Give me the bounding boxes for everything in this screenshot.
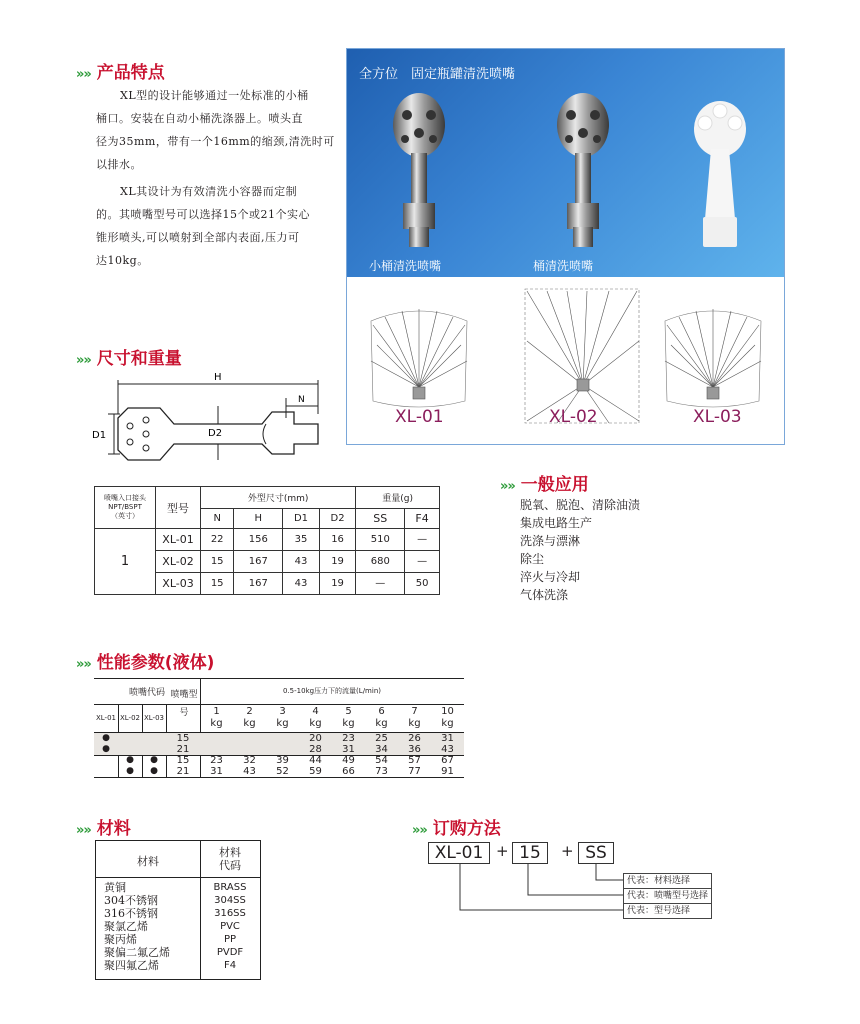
flow-cell: 57 [408,755,421,766]
model-label-xl01: XL-01 [395,407,444,427]
list-item: 洗涤与漂淋 [520,534,581,548]
flow-cell: 31 [342,744,355,755]
materials-header: 材料 [137,855,159,868]
pressure-col: 7 kg [408,706,421,729]
material-name: 聚氯乙烯 [104,920,148,933]
flow-cell: 23 [210,755,223,766]
dim-label-d1: D1 [92,430,107,441]
features-line: XL其设计为有效清洗小容器而定制 [120,185,298,198]
material-code: 316SS [214,908,246,919]
features-text [96,84,336,272]
table-row [94,733,464,744]
material-name: 304不锈钢 [104,894,158,907]
flow-cell: 34 [375,744,388,755]
material-name: 聚丙烯 [104,933,137,946]
size-header: 外型尺寸(mm) [201,487,356,509]
flow-cell: 52 [276,766,289,777]
order-type-box: 15 [512,842,548,864]
nozzle-type-cell: 15 [176,755,190,766]
list-item: 气体洗涤 [520,588,569,602]
features-line: 径为35mm，带有一个16mm的缩颈,清洗时可 [96,135,335,148]
code-col-xl01: XL-01 [95,714,116,722]
dot-icon: ● [150,755,158,765]
flow-cell: 43 [441,744,454,755]
table-row: XL-03 15 167 43 19 — 50 [95,573,440,595]
section-marker-icon: »» [500,479,515,494]
flow-cell: 28 [309,744,322,755]
material-code: F4 [223,960,237,971]
features-title: »» 产品特点 [76,63,165,83]
nozzle-photos [347,49,784,277]
features-line: 以排水。 [96,158,142,171]
material-name: 316不锈钢 [104,907,158,920]
flow-cell: 43 [243,766,256,777]
weight-header: 重量(g) [356,487,440,509]
flow-cell: 31 [441,733,454,744]
dim-label-h: H [214,372,222,383]
flow-cell: 49 [342,755,355,766]
section-marker-icon: »» [412,823,427,838]
order-model-box: XL-01 [428,842,490,864]
nozzle-type-cell: 15 [176,733,190,744]
inlet-value: 1 [95,529,156,595]
plastic-nozzle-photo [694,101,746,247]
material-name: 聚偏二氟乙烯 [104,946,170,959]
flow-cell: 26 [408,733,421,744]
dot-icon: ● [150,766,158,776]
spray-pattern-xl02 [525,289,639,423]
dim-label-n: N [298,395,305,405]
material-name: 黄铜 [104,881,126,894]
section-marker-icon: »» [76,353,91,368]
caption-bucket: 桶清洗喷嘴 [533,259,594,273]
features-line: 锥形喷头,可以喷射到全部内表面,压力可 [96,231,300,244]
flow-cell: 67 [441,755,454,766]
spray-pattern-xl01 [371,309,467,407]
section-marker-icon: »» [76,657,91,672]
features-line: 的。其喷嘴型号可以选择15个或21个实心 [96,208,310,221]
flow-cell: 73 [375,766,388,777]
code-header: 喷嘴代码 [128,688,165,698]
spray-pattern-xl03 [665,309,761,407]
type-header: 喷嘴型号 [170,690,198,718]
features-line: XL型的设计能够通过一处标准的小桶 [120,89,309,102]
flow-header: 0.5-10kg压力下的流量(L/min) [283,687,381,695]
code-col-xl02: XL-02 [119,714,140,722]
flow-cell: 54 [375,755,388,766]
bucket-nozzle-photo [557,93,609,247]
flow-cell: 39 [276,755,289,766]
features-line: 桶口。安装在自动小桶洗涤器上。喷头直 [96,112,303,125]
photo-panel [346,48,785,445]
materials-rows [96,881,260,977]
material-code: 304SS [214,895,246,906]
dot-icon: ● [102,733,110,743]
pressure-col: 4 kg [309,706,322,729]
dot-icon: ● [102,744,110,754]
col-ss: SS [356,509,405,529]
col-d1: D1 [283,509,320,529]
nozzle-type-cell: 21 [176,744,190,755]
list-item: 淬火与冷却 [520,570,581,584]
col-d2: D2 [319,509,356,529]
usage-title: »» 一般应用 [500,475,589,495]
code-col-xl03: XL-03 [143,714,164,722]
flow-cell: 59 [309,766,322,777]
materials-title: »» 材料 [76,819,131,839]
caption-small-bucket: 小桶清洗喷嘴 [369,259,442,273]
section-marker-icon: »» [76,67,91,82]
order-material-box: SS [578,842,614,864]
photo-panel-title: 全方位 固定瓶罐清洗喷嘴 [359,67,516,82]
dimensions-title: »» 尺寸和重量 [76,349,182,369]
pressure-col: 10 kg [441,706,454,729]
flow-cell: 44 [309,755,322,766]
col-h: H [234,509,283,529]
material-code-header: 材料代码 [219,846,241,872]
performance-title: »» 性能参数(液体) [76,653,215,673]
list-item: 脱氧、脱泡、清除油渍 [520,498,641,512]
list-item: 除尘 [520,552,545,566]
ordering-title: »» 订购方法 [412,819,501,839]
order-plus-1: + [496,842,509,860]
model-label-xl02: XL-02 [549,407,598,427]
legend-material: 代表：材料选择 [623,873,712,889]
flow-cell: 23 [342,733,355,744]
small-bucket-nozzle-photo [393,93,445,247]
table-row [94,755,464,766]
material-code: PVC [220,921,240,932]
inlet-header: 喷嘴入口接头 NPT/BSPT （英寸） [95,487,156,529]
col-n: N [201,509,234,529]
model-label-xl03: XL-03 [693,407,742,427]
flow-cell: 66 [342,766,355,777]
nozzle-type-cell: 21 [176,766,190,777]
pressure-col: 5 kg [342,706,355,729]
order-plus-2: + [561,842,574,860]
material-code: BRASS [213,882,247,893]
section-marker-icon: »» [76,823,91,838]
material-code: PP [223,934,237,945]
table-row: XL-02 15 167 43 19 680 — [95,551,440,573]
flow-cell: 32 [243,755,256,766]
flow-cell: 91 [441,766,454,777]
model-header: 型号 [156,487,201,529]
flow-cell: 77 [408,766,421,777]
pressure-col: 3 kg [276,706,289,729]
dot-icon: ● [126,755,134,765]
pressure-header [200,705,464,731]
flow-cell: 25 [375,733,388,744]
order-connectors [420,860,640,920]
table-row [94,766,464,777]
material-name: 聚四氟乙烯 [104,959,159,972]
features-line: 达10kg。 [96,254,149,267]
flow-cell: 20 [309,733,322,744]
legend-model: 代表：型号选择 [623,903,712,919]
list-item: 集成电路生产 [520,516,593,530]
pressure-col: 1 kg [210,706,223,729]
materials-table [95,840,261,980]
dimension-drawing [90,368,340,468]
performance-table [94,678,464,778]
flow-cell: 36 [408,744,421,755]
material-code: PVDF [216,947,244,958]
dim-label-d2: D2 [208,428,223,439]
dot-icon: ● [126,766,134,776]
dimension-table [94,486,440,595]
table-row [94,744,464,755]
col-f4: F4 [405,509,440,529]
legend-nozzle-type: 代表：喷嘴型号选择 [623,888,712,904]
flow-cell: 31 [210,766,223,777]
table-row: 1 XL-01 22 156 35 16 510 — [95,529,440,551]
pressure-col: 2 kg [243,706,256,729]
pressure-col: 6 kg [375,706,388,729]
performance-rows [94,733,464,777]
